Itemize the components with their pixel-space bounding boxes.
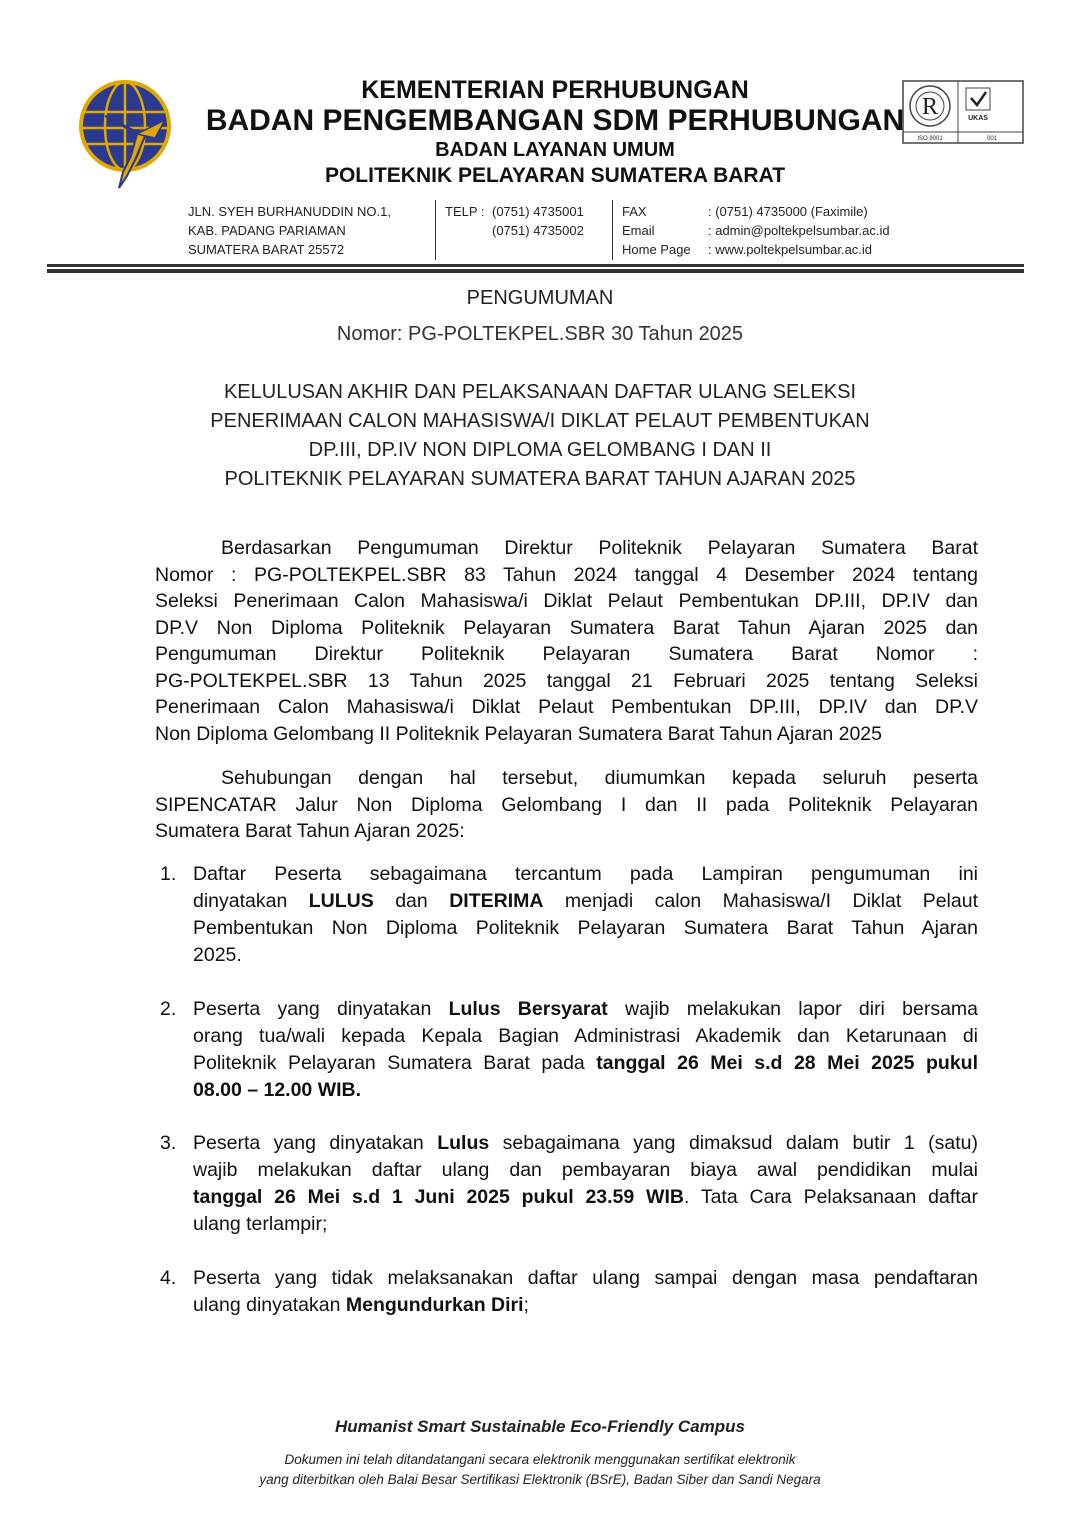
homepage-label: Home Page [622,242,691,257]
email-value: : admin@poltekpelsumbar.ac.id [708,223,890,238]
paragraph-line: Non Diploma Gelombang II Politeknik Pelayaran Sumatera Barat Tahun Ajaran 2025 [155,722,882,745]
announcement-subject [0,378,1080,494]
institution-name: POLITEKNIK PELAYARAN SUMATERA BARAT [324,164,786,187]
item-number: 3. [160,1132,177,1154]
paragraph-line: Sumatera Barat Tahun Ajaran 2025: [155,820,465,842]
divider [612,200,613,260]
date-emphasis: tanggal 26 Mei s.d 28 Mei 2025 pukul [596,1052,978,1074]
address-block [188,202,433,259]
announcement-number: Nomor: PG-POLTEKPEL.SBR 30 Tahun 2025 [336,323,744,345]
item-line: Pembentukan Non Diploma Politeknik Pelayaran Sumatera Barat Tahun Ajaran [193,917,978,939]
item-line: 2025. [193,944,242,966]
telp-label: TELP : [445,204,485,219]
svg-text:R: R [921,94,939,120]
item-line: ulang terlampir; [193,1213,328,1235]
phone-block [445,202,605,240]
item-line: Politeknik Pelayaran Sumatera Barat pada tanggal 26 Mei s.d 28 Mei 2025 pukul [193,1052,978,1074]
item-number: 1. [160,863,177,885]
withdraw-emphasis: Mengundurkan Diri [345,1294,524,1316]
item-number: 2. [160,998,177,1020]
contact-block [622,202,1042,259]
paragraph-notice [155,765,978,845]
fax-label: FAX [622,204,647,219]
paragraph-line: SIPENCATAR Jalur Non Diploma Gelombang I dan II pada Politeknik Pelayaran [155,793,978,816]
subject-line: PENERIMAAN CALON MAHASISWA/I DIKLAT PELAUT PEMBENTUKAN [210,410,870,432]
email-label: Email [622,223,655,238]
lulus-emphasis: Lulus [437,1132,490,1154]
item-line: Peserta yang dinyatakan Lulus Bersyarat wajib melakukan lapor diri bersama [193,998,978,1020]
cert-iso-text: ISO 9001 [917,136,943,142]
homepage-value: : www.poltekpelsumbar.ac.id [708,242,873,257]
item-line: dinyatakan LULUS dan DITERIMA menjadi calon Mahasiswa/I Diklat Pelaut [193,890,978,912]
paragraph-line: Pengumuman Direktur Politeknik Pelayaran Sumatera Barat Nomor : [155,643,978,665]
paragraph-line: DP.V Non Diploma Politeknik Pelayaran Sumatera Barat Tahun Ajaran 2025 dan [155,616,978,639]
paragraph-line: Seleksi Penerimaan Calon Mahasiswa/i Diklat Pelaut Pembentukan DP.III, DP.IV dan [155,590,978,612]
paragraph-line: PG-POLTEKPEL.SBR 13 Tahun 2025 tanggal 21 Februari 2025 tentang Seleksi [155,669,978,692]
subject-line: KELULUSAN AKHIR DAN PELAKSANAAN DAFTAR ULANG SELEKSI [223,381,857,403]
item-line: Peserta yang dinyatakan Lulus sebagaimana yang dimaksud dalam butir 1 (satu) [193,1132,978,1154]
paragraph-line: Nomor : PG-POLTEKPEL.SBR 83 Tahun 2024 tanggal 4 Desember 2024 tentang [155,563,978,586]
cert-ukas-text: UKAS [968,115,988,122]
item-number: 4. [160,1267,177,1289]
header-rule [47,269,1024,273]
item-line: ulang dinyatakan Mengundurkan Diri; [193,1294,529,1316]
ministry-logo [75,76,179,194]
campus-motto: Humanist Smart Sustainable Eco-Friendly Campus [335,1417,745,1436]
telp-number: (0751) 4735001 [492,204,584,219]
announcement-heading: PENGUMUMAN [466,287,614,309]
paragraph-line: Penerimaan Calon Mahasiswa/i Diklat Pelaut Pembentukan DP.III, DP.IV dan DP.V [155,696,978,718]
header-rule [47,264,1024,267]
telp-number: (0751) 4735002 [492,223,584,238]
item-line: Peserta yang tidak melaksanakan daftar ulang sampai dengan masa pendaftaran [193,1267,978,1289]
paragraph-line: Berdasarkan Pengumuman Direktur Politeknik Pelayaran Sumatera Barat [221,537,978,559]
diterima-emphasis: DITERIMA [449,890,544,912]
unit-name: BADAN LAYANAN UMUM [435,139,675,161]
item-line: orang tua/wali kepada Kepala Bagian Administrasi Akademik dan Ketarunaan di [193,1025,978,1047]
item-line: tanggal 26 Mei s.d 1 Juni 2025 pukul 23.59 WIB. Tata Cara Pelaksanaan daftar [193,1186,978,1208]
paragraph-line: Sehubungan dengan hal tersebut, diumumkan kepada seluruh peserta [221,767,978,789]
address-line: SUMATERA BARAT 25572 [188,242,345,257]
e-signature-note: Dokumen ini telah ditandatangani secara elektronik menggunakan sertifikat elektronik [284,1452,796,1467]
divider [435,200,436,260]
iso-certification-badge [902,80,1024,144]
date-emphasis: tanggal 26 Mei s.d 1 Juni 2025 pukul 23.59 WIB [193,1186,684,1208]
item-line [193,1077,978,1104]
time-emphasis: 08.00 – 12.00 WIB. [193,1079,362,1101]
subject-line: POLITEKNIK PELAYARAN SUMATERA BARAT TAHUN AJARAN 2025 [224,468,856,490]
fax-value: : (0751) 4735000 (Faximile) [708,204,868,219]
lulus-emphasis: LULUS [308,890,374,912]
paragraph-basis [155,535,978,747]
ministry-name: KEMENTERIAN PERHUBUNGAN [361,76,749,104]
e-signature-note: yang diterbitkan oleh Balai Besar Sertifikasi Elektronik (BSrE), Badan Siber dan Sandi Negara [259,1472,821,1487]
address-line: KAB. PADANG PARIAMAN [188,223,346,238]
lulus-bersyarat-emphasis: Lulus Bersyarat [448,998,608,1020]
address-line: JLN. SYEH BURHANUDDIN NO.1, [188,204,391,219]
subject-line: DP.III, DP.IV NON DIPLOMA GELOMBANG I DAN II [308,439,772,461]
item-line: wajib melakukan daftar ulang dan pembayaran biaya awal pendidikan mulai [193,1159,978,1181]
agency-name: BADAN PENGEMBANGAN SDM PERHUBUNGAN [205,104,905,137]
item-line: Daftar Peserta sebagaimana tercantum pada Lampiran pengumuman ini [193,863,978,885]
cert-number-text: 001 [986,136,998,142]
